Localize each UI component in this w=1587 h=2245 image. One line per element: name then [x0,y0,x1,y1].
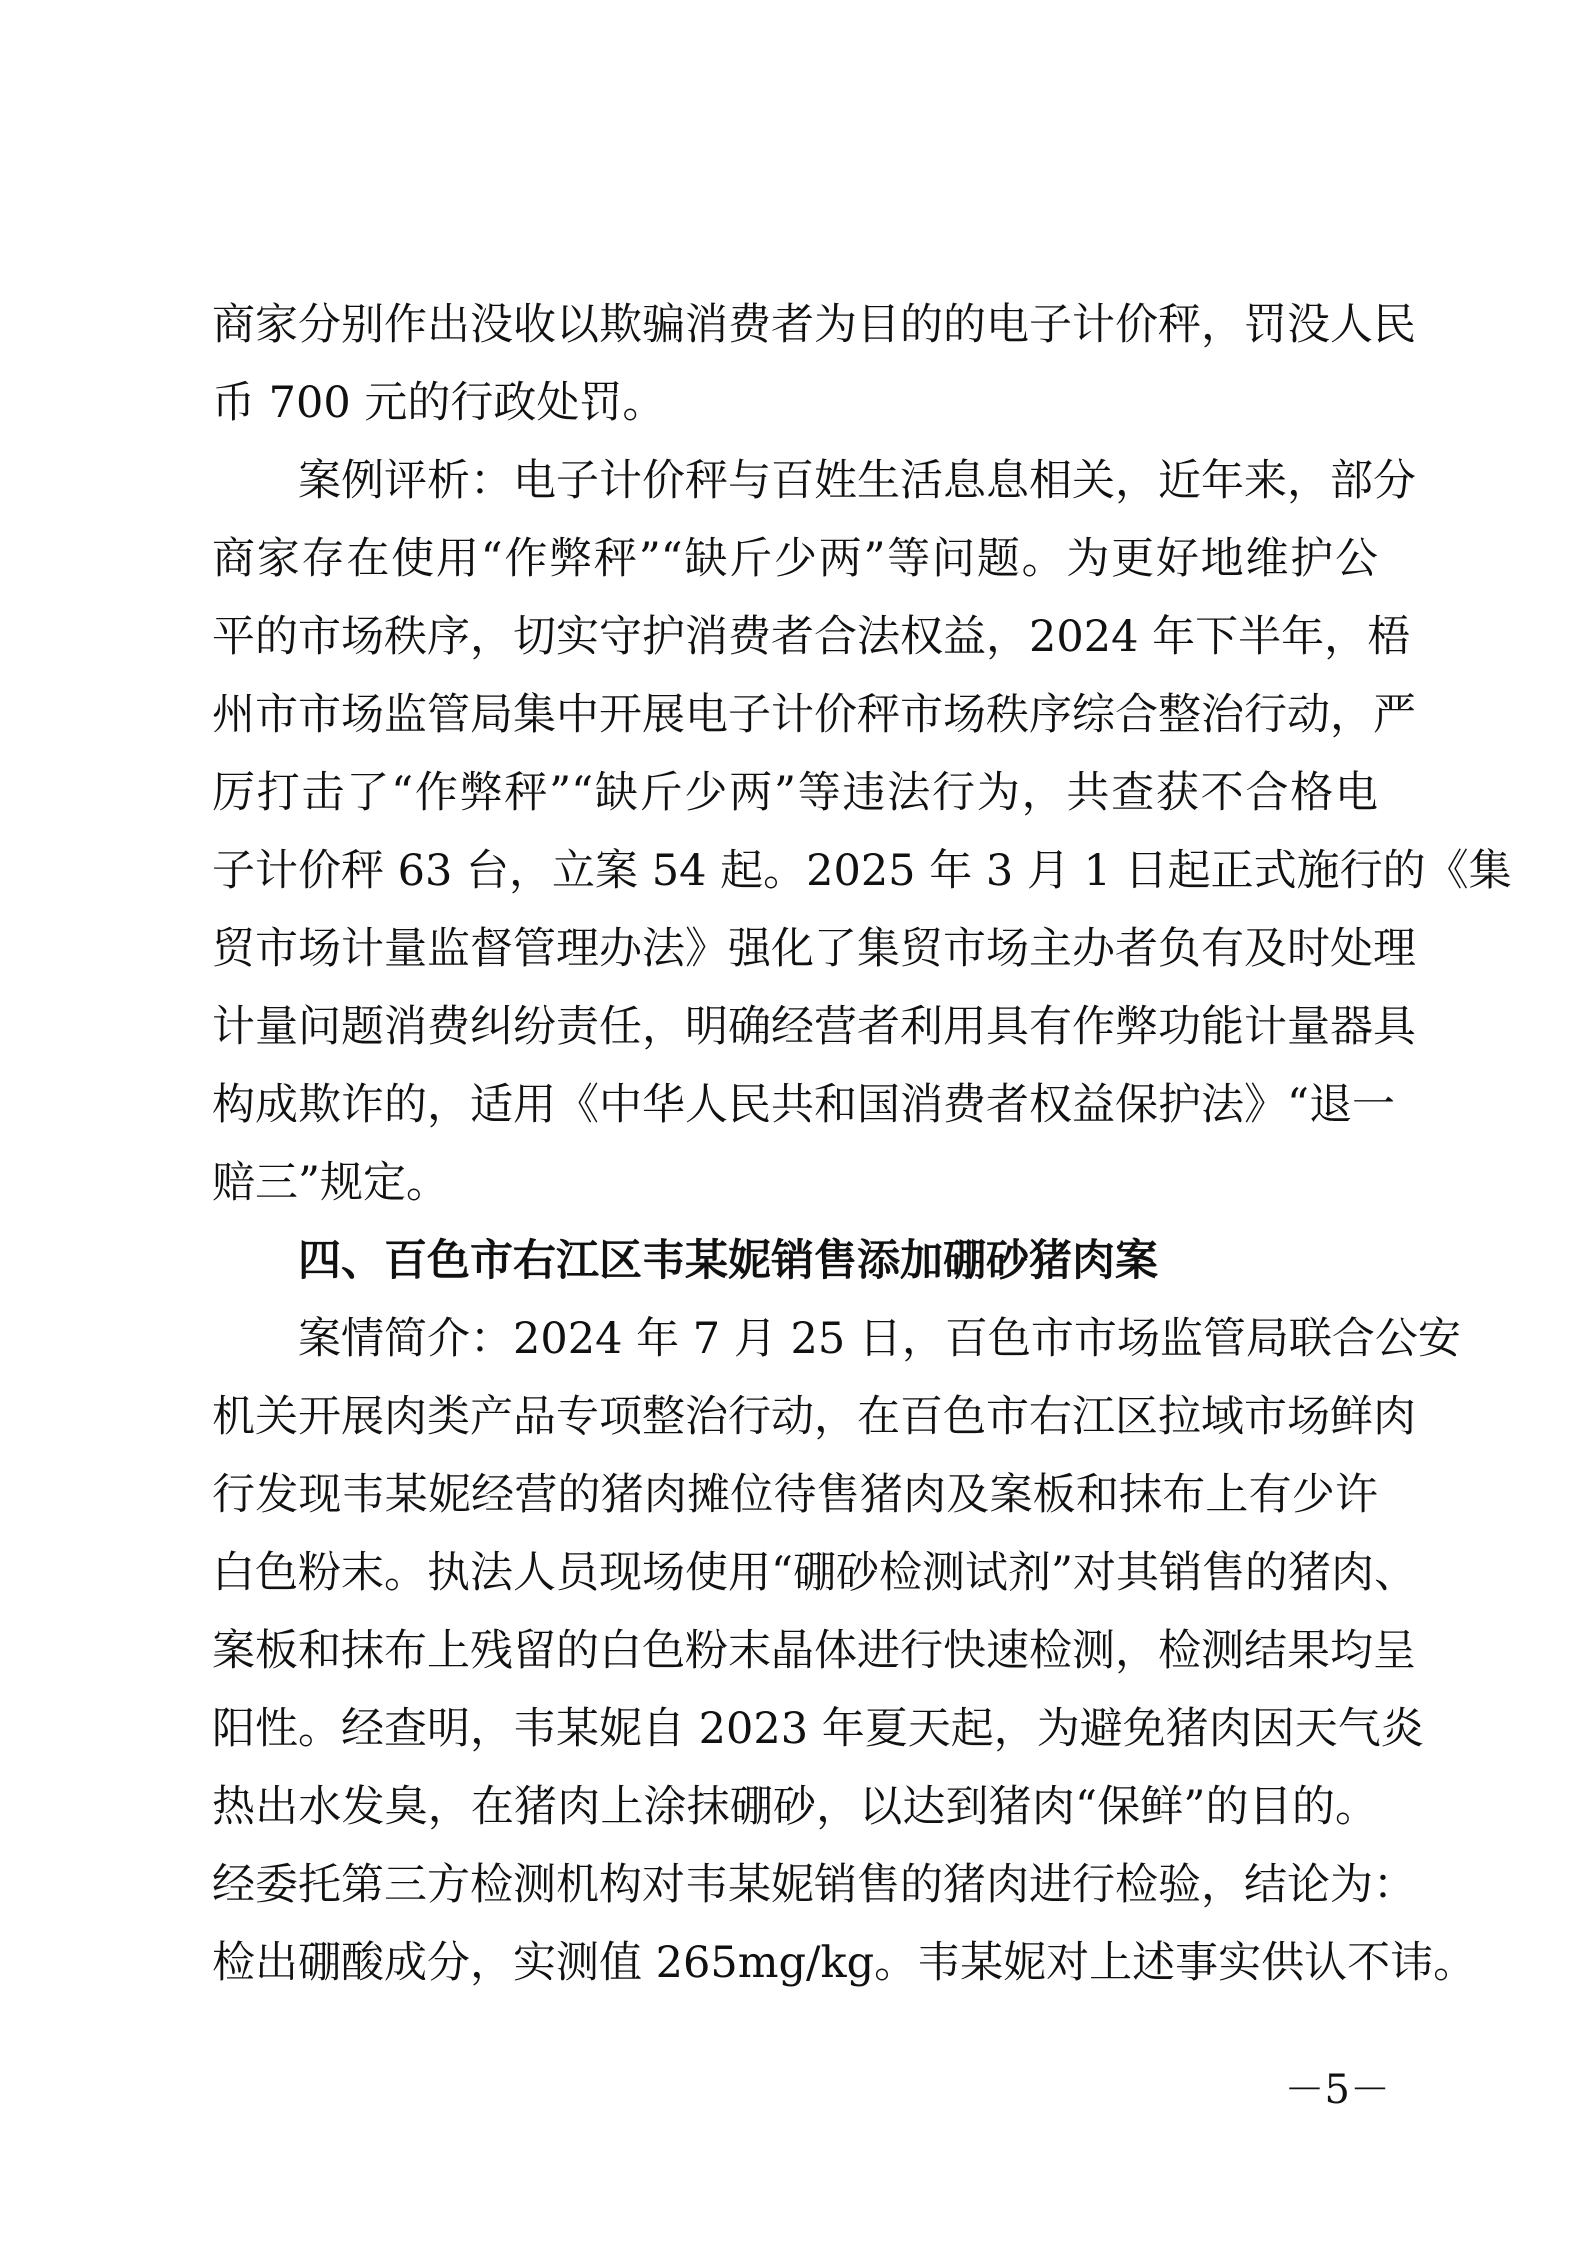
paragraph-line: 计量问题消费纠纷责任，明确经营者利用具有作弊功能计量器具 [212,1002,1416,1052]
paragraph-line: 白色粉末。执法人员现场使用“硼砂检测试剂”对其销售的猪肉、 [212,1548,1417,1598]
section-heading: 四、百色市右江区韦某妮销售添加硼砂猪肉案 [298,1236,1158,1286]
paragraph-line: 检出硼酸成分，实测值 265mg/kg。韦某妮对上述事实供认不讳。 [212,1938,1477,1988]
page-number: －5－ [1284,2067,1390,2113]
paragraph-line: 赔三”规定。 [212,1158,449,1208]
paragraph-line: 行发现韦某妮经营的猪肉摊位待售猪肉及案板和抹布上有少许 [212,1470,1378,1520]
paragraph-line: 币 700 元的行政处罚。 [212,378,666,428]
paragraph-line: 州市市场监管局集中开展电子计价秤市场秩序综合整治行动，严 [212,690,1416,740]
paragraph-line: 热出水发臭，在猪肉上涂抹硼砂，以达到猪肉“保鲜”的目的。 [212,1782,1378,1832]
paragraph-line: 商家分别作出没收以欺骗消费者为目的的电子计价秤，罚没人民 [212,300,1416,350]
paragraph-line: 案例评析：电子计价秤与百姓生活息息相关，近年来，部分 [298,456,1416,506]
paragraph-line: 平的市场秩序，切实守护消费者合法权益，2024 年下半年，梧 [212,612,1411,662]
paragraph-line: 厉打击了“作弊秤”“缺斤少两”等违法行为，共查获不合格电 [212,768,1378,818]
paragraph-line: 子计价秤 63 台，立案 54 起。2025 年 3 月 1 日起正式施行的《集 [212,846,1512,896]
paragraph-line: 构成欺诈的，适用《中华人民共和国消费者权益保护法》“退一 [212,1080,1395,1130]
paragraph-line: 机关开展肉类产品专项整治行动，在百色市右江区拉域市场鲜肉 [212,1392,1416,1442]
paragraph-line: 贸市场计量监督管理办法》强化了集贸市场主办者负有及时处理 [212,924,1416,974]
paragraph-line: 经委托第三方检测机构对韦某妮销售的猪肉进行检验，结论为： [212,1860,1416,1910]
paragraph-line: 阳性。经查明，韦某妮自 2023 年夏天起，为避免猪肉因天气炎 [212,1704,1424,1754]
paragraph-line: 案板和抹布上残留的白色粉末晶体进行快速检测，检测结果均呈 [212,1626,1416,1676]
paragraph-line: 案情简介：2024 年 7 月 25 日，百色市市场监管局联合公安 [298,1314,1461,1364]
paragraph-line: 商家存在使用“作弊秤”“缺斤少两”等问题。为更好地维护公 [212,534,1378,584]
